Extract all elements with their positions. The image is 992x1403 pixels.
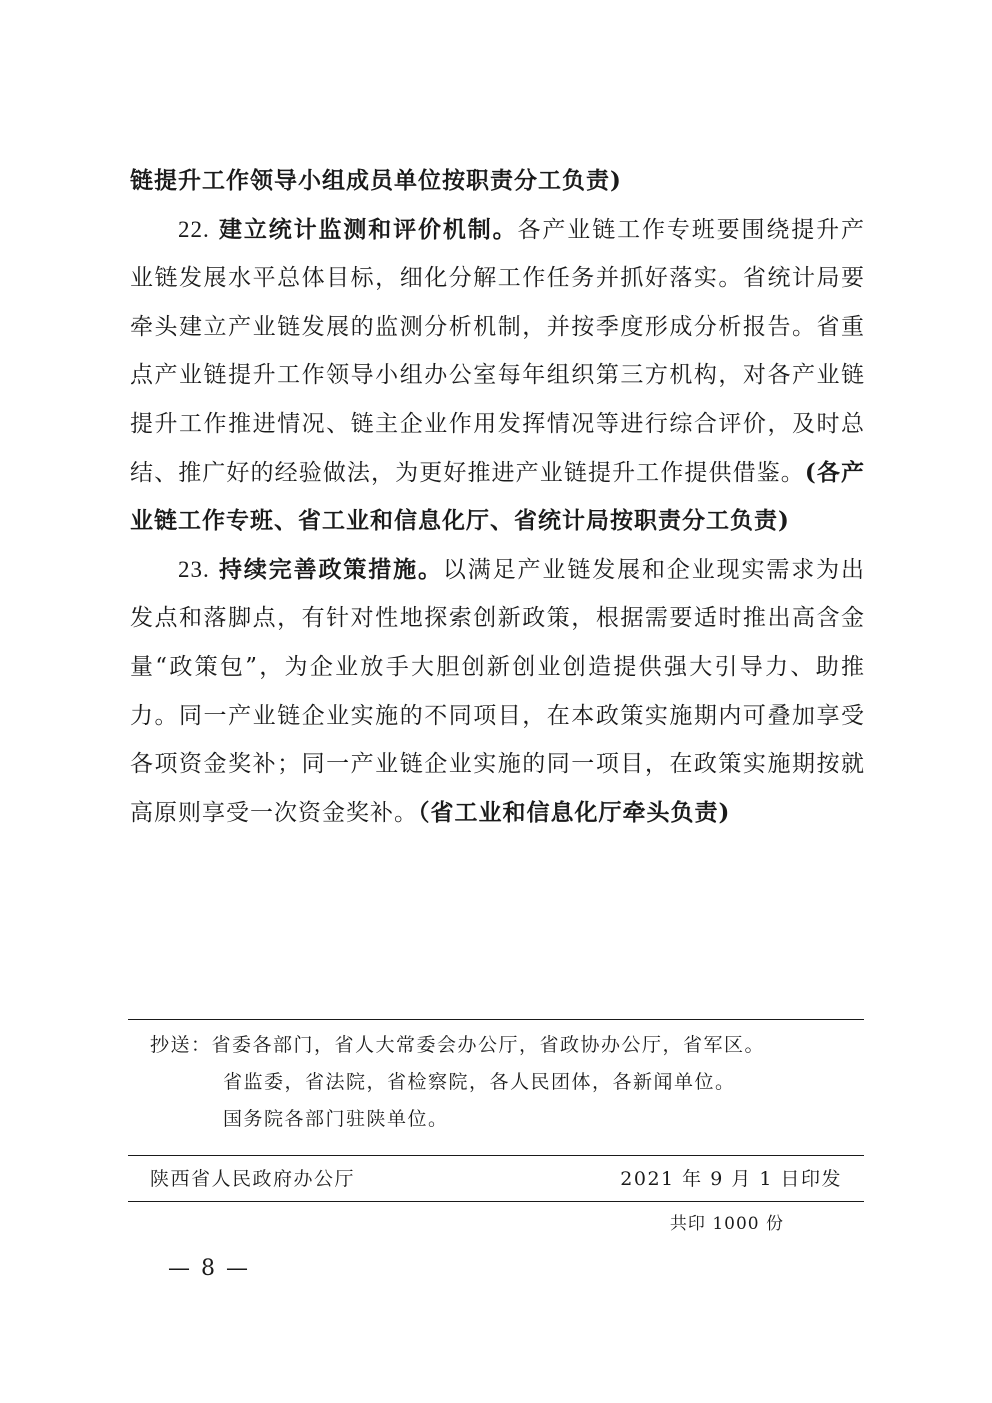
cc-line-1 xyxy=(150,1027,850,1064)
issuer-name: 陕西省人民政府办公厅 xyxy=(150,1168,356,1190)
paragraph-23 xyxy=(130,546,865,838)
cc-recipients-3: 国务院各部门驻陕单位。 xyxy=(223,1108,449,1130)
item-text-23: 以满足产业链发展和企业现实需求为出发点和落脚点，有针对性地探索创新政策，根据需要适时推出高含金量“政策包”，为企业放手大胆创新创业创造提供强大引导力、助推力。同一产业链企业实施的不同项目，在本政策实施期内可叠加享受各项资金奖补；同一产业链企业实施的同一项目，在政策实施期按就高原则享受一次资金奖补。 xyxy=(130,556,866,826)
print-copies: 共印 1000 份 xyxy=(669,1214,784,1234)
body-text xyxy=(130,157,865,837)
cc-recipients-1: 省委各部门，省人大常委会办公厅，省政协办公厅，省军区。 xyxy=(211,1034,766,1056)
item-number-23: 23. xyxy=(178,556,210,582)
cc-block xyxy=(150,1027,850,1138)
page-number: — 8 — xyxy=(168,1256,250,1281)
continuation-text: 链提升工作领导小组成员单位按职责分工负责) xyxy=(130,167,622,194)
cc-label: 抄送： xyxy=(150,1034,212,1056)
item-heading-23: 持续完善政策措施。 xyxy=(218,555,443,583)
footer-top-rule xyxy=(128,1019,864,1020)
item-text-22: 各产业链工作专班要围绕提升产业链发展水平总体目标，细化分解工作任务并抓好落实。省统计局要牵头建立产业链发展的监测分析机制，并按季度形成分析报告。省重点产业链提升工作领导小组办公室每年组织第三方机构，对各产业链提升工作推进情况、链主企业作用发挥情况等进行综合评价，及时总结、推广好的经验做法，为更好推进产业链提升工作提供借鉴。 xyxy=(130,216,866,486)
issuer-row xyxy=(150,1163,842,1195)
cc-recipients-2: 省监委，省法院，省检察院，各人民团体，各新闻单位。 xyxy=(223,1071,736,1093)
cc-line-2 xyxy=(150,1064,850,1101)
item-responsible-23: （省工业和信息化厅牵头负责) xyxy=(418,798,731,826)
item-number-22: 22. xyxy=(178,216,210,242)
item-responsible-22: (各产业链工作专班、省工业和信息化厅、省统计局按职责分工负责) xyxy=(130,458,865,535)
item-heading-22: 建立统计监测和评价机制。 xyxy=(218,215,518,243)
paragraph-22 xyxy=(130,206,865,546)
footer-bottom-rule xyxy=(128,1201,864,1202)
cc-line-3 xyxy=(150,1101,850,1138)
footer-middle-rule xyxy=(128,1155,864,1156)
issue-date: 2021 年 9 月 1 日印发 xyxy=(620,1168,842,1190)
paragraph-continuation xyxy=(130,157,865,206)
